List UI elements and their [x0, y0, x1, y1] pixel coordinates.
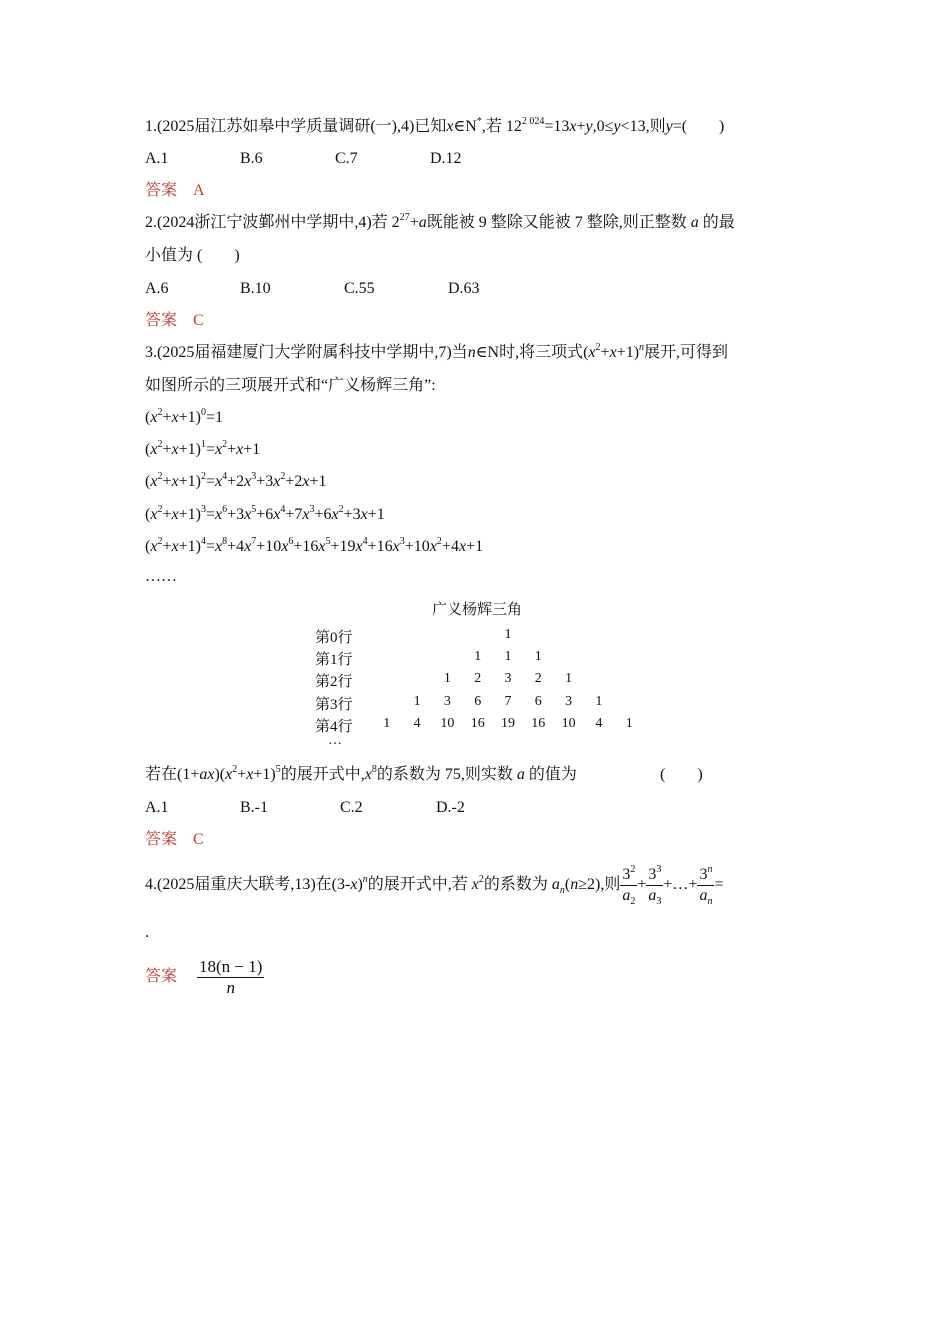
triangle-row-label: 第2行 [315, 674, 353, 691]
expansion-1: $(x^2+x+1)^1=x^2+x+1$ [145, 439, 261, 458]
q4-stem: 4.(2025届重庆大联考,13)在$(3-x)^n$的展开式中,若 $x^2$的系数为 $a_n(n\ge 2)$,则 $\frac{3^2}{a_2}$ + $\frac{3^3}{a_3}$ +…+ $\frac{3^n}{a_n}$ = [145, 863, 724, 907]
q2-option-b: B.10 [240, 280, 271, 297]
q2-number: 2. [145, 214, 157, 231]
triangle-row-label: 第3行 [315, 696, 353, 713]
q3-option-a: A.1 [145, 799, 169, 816]
expansion-0: $(x^2+x+1)^0=1$ [145, 407, 223, 426]
q3-question: 若在$(1+ax)(x^2+x+1)^5$的展开式中$,x^8$的系数为 75,则实数 a 的值为 [145, 764, 577, 783]
q1-option-d: D.12 [430, 150, 462, 167]
q1-option-b: B.6 [240, 150, 263, 167]
q1-source: (2025届江苏如皋中学质量调研(一),4) [157, 118, 415, 135]
q1-answer: 答案 A [145, 182, 205, 199]
expansion-ellipsis: …… [145, 568, 177, 585]
triangle-cell: 10 [561, 715, 576, 731]
triangle-cell: 3 [565, 693, 573, 709]
triangle-cell: 16 [531, 715, 546, 731]
q4-blank: . [145, 924, 149, 941]
q3-stem: 3.(2025届福建厦门大学附属科技中学期中,7)当n∈N时,将三项式$(x^2+x+1)^n$展开,可得到 [145, 342, 729, 361]
triangle-cell: 1 [565, 671, 573, 687]
expansion-2: $(x^2+x+1)^2=x^4+2x^3+3x^2+2x+1$ [145, 471, 327, 490]
triangle-cell: 2 [474, 671, 482, 687]
fraction-1: $\frac{3^2}{a_2}$ [622, 863, 636, 907]
triangle-cell: 1 [383, 715, 391, 731]
q2-option-a: A.6 [145, 280, 169, 297]
triangle-cell: 1 [443, 671, 451, 687]
expansion-3: $(x^2+x+1)^3=x^6+3x^5+6x^4+7x^3+6x^2+3x+1$ [145, 504, 385, 523]
fraction-3: $\frac{3^n}{a_n}$ [699, 863, 713, 907]
triangle-cell: 4 [595, 715, 603, 731]
q3-answer-blank: ( ) [660, 766, 703, 783]
q2-answer: 答案 C [145, 312, 204, 329]
q3-number: 3. [145, 344, 157, 361]
q1-option-c: C.7 [335, 150, 358, 167]
q3-answer: 答案 C [145, 831, 204, 848]
q2-stem: 2.(2024浙江宁波鄞州中学期中,4)若 $2^{27}+a$既能被 9 整除又能被 7 整除,则正整数 a 的最 [145, 212, 735, 231]
triangle-row-label: 第1行 [315, 652, 353, 669]
q2-stem-line2: 小值为 ( ) [145, 247, 240, 264]
q2-option-d: D.63 [448, 280, 480, 297]
triangle-cell: 7 [504, 693, 512, 709]
triangle-cell: 19 [501, 715, 515, 731]
triangle-cell: 1 [504, 627, 512, 642]
q3-stem-line2: 如图所示的三项展开式和“广义杨辉三角”: [145, 377, 436, 394]
q4-answer-fraction: $\frac{18(n - 1)}{n}$ [199, 956, 263, 997]
triangle-cell: 1 [474, 649, 482, 665]
triangle-cell: 6 [534, 693, 542, 709]
q1-option-a: A.1 [145, 150, 169, 167]
triangle-cell: 1 [534, 649, 542, 665]
fraction-2: $\frac{3^3}{a_3}$ [648, 863, 662, 907]
triangle-title: 广义杨辉三角 [432, 602, 523, 618]
q4-source: (2025届重庆大联考,13) [157, 876, 316, 893]
triangle-row-label: 第0行 [315, 630, 353, 646]
q3-option-c: C.2 [340, 799, 363, 816]
q3-source: (2025届福建厦门大学附属科技中学期中,7) [157, 344, 452, 361]
q4-answer: 答案 $\frac{18(n - 1)}{n}$ [145, 956, 263, 997]
triangle-cell: 3 [504, 671, 512, 687]
triangle-row-label: 第4行 [315, 718, 353, 735]
q2-option-c: C.55 [344, 280, 375, 297]
q3-option-d: D.-2 [436, 799, 465, 816]
triangle-cell: 6 [474, 693, 482, 709]
triangle-cell: 1 [504, 649, 512, 665]
q1-stem: 1.(2025届江苏如皋中学质量调研(一),4)已知x∈N*,若 $12^{2 024}=13x+y,0\le y<13$,则y=( ) [145, 116, 725, 135]
triangle-cell: 1 [413, 693, 421, 709]
triangle-dots: … [328, 733, 342, 748]
expansion-4: $(x^2+x+1)^4=x^8+4x^7+10x^6+16x^5+19x^4+16x^3+10x^2+4x+1$ [145, 536, 484, 555]
triangle-cell: 10 [440, 715, 455, 731]
triangle-cell: 1 [625, 715, 633, 731]
triangle-cell: 3 [443, 693, 451, 709]
q3-option-b: B.-1 [240, 799, 268, 816]
q4-number: 4. [145, 876, 157, 893]
q1-number: 1. [145, 118, 157, 135]
triangle-cell: 16 [470, 715, 485, 731]
q2-source: (2024浙江宁波鄞州中学期中,4) [157, 214, 372, 231]
triangle-cell: 4 [413, 715, 421, 731]
triangle-cell: 1 [595, 693, 603, 709]
triangle-cell: 2 [534, 671, 542, 687]
